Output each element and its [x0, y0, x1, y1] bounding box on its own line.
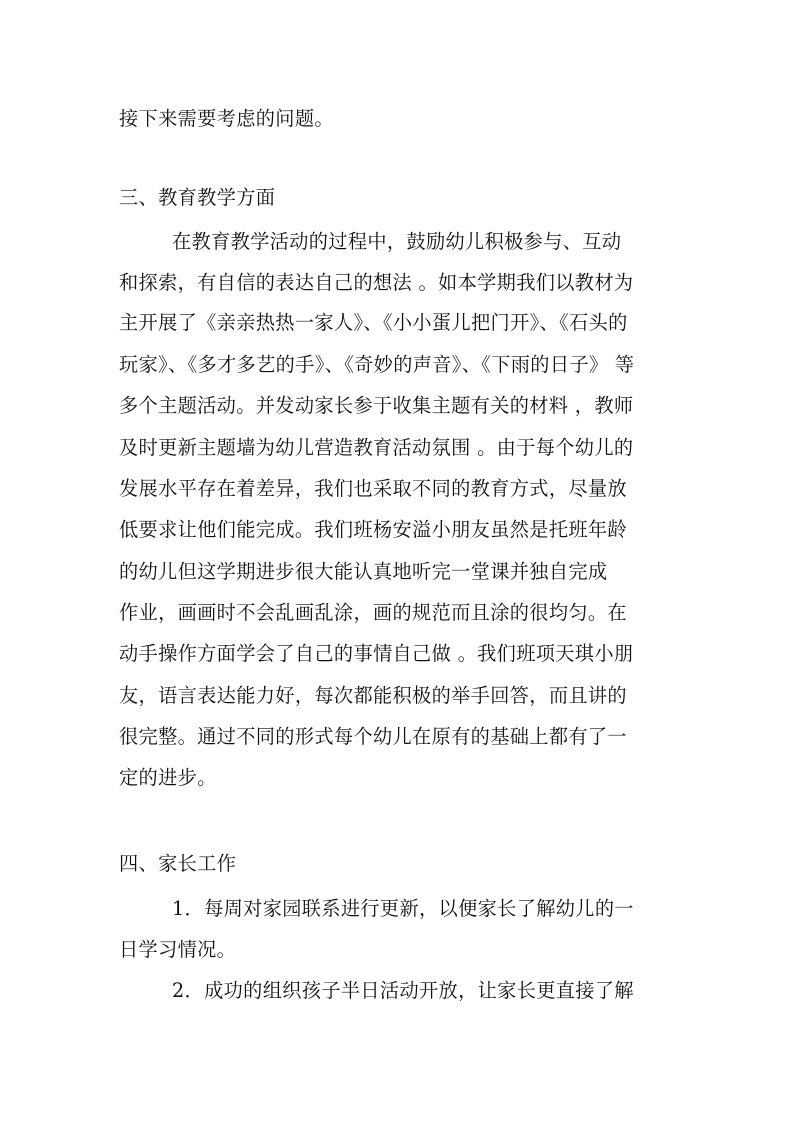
list-item-line: 日学习情况。	[119, 938, 237, 961]
paragraph-line: 定的进步。	[119, 766, 217, 789]
paragraph-line: 在教育教学活动的过程中，鼓励幼儿积极参与、互动	[172, 230, 622, 253]
paragraph-line: 友，语言表达能力好，每次都能积极的举手回答，而且讲的	[119, 684, 627, 707]
paragraph-line: 玩家》、《多才多艺的手》、《奇妙的声音》、《下雨的日子》 等	[119, 353, 635, 376]
intro-line: 接下来需要考虑的问题。	[119, 107, 334, 130]
section-3-heading: 三、教育教学方面	[119, 186, 276, 209]
paragraph-line: 低要求让他们能完成。我们班杨安溢小朋友虽然是托班年龄	[119, 518, 627, 541]
list-item-line: 1．每周对家园联系进行更新，以便家长了解幼儿的一	[172, 897, 634, 920]
paragraph-line: 多个主题活动。并发动家长参于收集主题有关的材料 ，教师	[119, 394, 634, 417]
paragraph-line: 的幼儿但这学期进步很大能认真地听完一堂课并独自完成	[119, 560, 608, 583]
paragraph-line: 及时更新主题墙为幼儿营造教育活动氛围 。由于每个幼儿的	[119, 436, 634, 459]
paragraph-line: 作业，画画时不会乱画乱涂，画的规范而且涂的很均匀。在	[119, 601, 627, 624]
paragraph-line: 发展水平存在着差异，我们也采取不同的教育方式，尽量放	[119, 477, 627, 500]
paragraph-line: 和探索，有自信的表达自己的想法 。如本学期我们以教材为	[119, 271, 634, 294]
paragraph-line: 动手操作方面学会了自己的事情自己做 。我们班项天琪小朋	[119, 642, 634, 665]
section-4-heading: 四、家长工作	[119, 852, 237, 875]
paragraph-line: 很完整。通过不同的形式每个幼儿在原有的基础上都有了一	[119, 725, 627, 748]
list-item-line: 2．成功的组织孩子半日活动开放，让家长更直接了解	[172, 979, 634, 1002]
paragraph-line: 主开展了《亲亲热热一家人》、《小小蛋儿把门开》、《石头的	[119, 311, 628, 334]
